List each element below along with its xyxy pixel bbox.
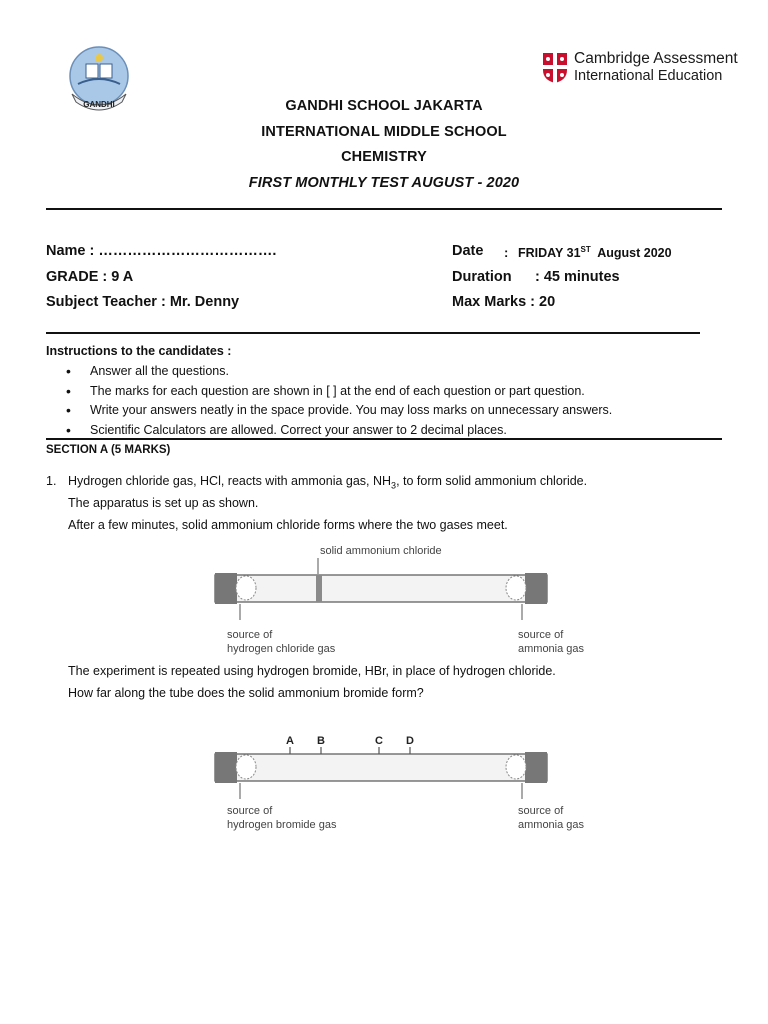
left-label-line-2: hydrogen bromide gas xyxy=(227,819,337,831)
left-label-line-2: hydrogen chloride gas xyxy=(227,643,336,655)
cambridge-title: Cambridge Assessment xyxy=(574,50,738,67)
school-name: GANDHI SCHOOL JAKARTA xyxy=(285,98,483,114)
right-label-line-1: source of xyxy=(518,805,564,817)
question-text-part: , to form solid ammonium chloride. xyxy=(396,474,588,488)
cambridge-subtitle: International Education xyxy=(574,68,723,84)
marker-d: D xyxy=(406,735,414,747)
label-solid-ammonium-chloride: solid ammonium chloride xyxy=(320,545,442,557)
question-text-part: Hydrogen chloride gas, HCl, reacts with ammonia gas, NH xyxy=(68,474,392,488)
marker-b: B xyxy=(317,735,325,747)
max-marks: Max Marks : 20 xyxy=(452,294,556,310)
right-cotton-wool xyxy=(506,755,526,779)
left-stopper xyxy=(215,752,237,783)
question-line-2: The apparatus is set up as shown. xyxy=(68,496,259,510)
left-label-line-1: source of xyxy=(227,805,273,817)
diagram-ammonium-chloride xyxy=(210,540,600,658)
instructions-title: Instructions to the candidates : xyxy=(46,344,232,358)
question-line-1 xyxy=(68,474,587,491)
test-title: FIRST MONTHLY TEST AUGUST - 2020 xyxy=(248,175,520,191)
instruction-item: • Answer all the questions. xyxy=(66,362,612,382)
glass-tube xyxy=(215,754,547,781)
right-stopper xyxy=(525,752,547,783)
header-divider xyxy=(46,208,722,210)
date-month: August 2020 xyxy=(597,246,672,261)
subject-name: CHEMISTRY xyxy=(341,149,427,165)
instructions-divider xyxy=(46,438,722,440)
question-number: 1. xyxy=(46,474,57,488)
name-field: Name : ………………………………. xyxy=(46,243,277,259)
teacher-field: Subject Teacher : Mr. Denny xyxy=(46,294,240,310)
duration-value: : 45 minutes xyxy=(535,269,620,285)
left-cotton-wool xyxy=(236,576,256,600)
svg-text:GANDHI: GANDHI xyxy=(83,100,115,109)
left-stopper xyxy=(215,573,237,604)
date-value xyxy=(518,245,672,260)
cambridge-shield-icon xyxy=(542,52,568,84)
instructions-list xyxy=(66,362,612,441)
marker-c: C xyxy=(375,735,383,747)
marker-a: A xyxy=(286,735,294,747)
instruction-item: • Write your answers neatly in the space provide. You may loss marks on unnecessary answers. xyxy=(66,401,612,421)
duration-label: Duration xyxy=(452,269,512,285)
division-name: INTERNATIONAL MIDDLE SCHOOL xyxy=(261,124,507,140)
info-divider xyxy=(46,332,700,334)
date-day: FRIDAY 31 xyxy=(518,246,581,261)
right-label-line-2: ammonia gas xyxy=(518,643,585,655)
right-cotton-wool xyxy=(506,576,526,600)
section-title: SECTION A (5 MARKS) xyxy=(46,444,171,456)
left-label-line-1: source of xyxy=(227,629,273,641)
cambridge-logo xyxy=(542,50,752,90)
right-stopper xyxy=(525,573,547,604)
right-label-line-1: source of xyxy=(518,629,564,641)
right-label-line-2: ammonia gas xyxy=(518,819,585,831)
diagram-ammonium-bromide xyxy=(210,730,600,838)
instruction-item: • Scientific Calculators are allowed. Correct your answer to 2 decimal places. xyxy=(66,421,612,441)
subscript-3: 3 xyxy=(391,480,397,491)
question-line-5: How far along the tube does the solid ammonium bromide form? xyxy=(68,686,424,700)
solid-deposit xyxy=(316,575,322,602)
question-line-3: After a few minutes, solid ammonium chloride forms where the two gases meet. xyxy=(68,518,508,532)
instruction-item: • The marks for each question are shown in [ ] at the end of each question or part question. xyxy=(66,382,612,402)
date-label: Date xyxy=(452,243,484,259)
question-line-4: The experiment is repeated using hydrogen bromide, HBr, in place of hydrogen chloride. xyxy=(68,664,556,678)
date-superscript: ST xyxy=(580,245,591,254)
grade-field: GRADE : 9 A xyxy=(46,269,134,285)
date-colon: : xyxy=(504,245,509,260)
left-cotton-wool xyxy=(236,755,256,779)
glass-tube xyxy=(215,575,547,602)
